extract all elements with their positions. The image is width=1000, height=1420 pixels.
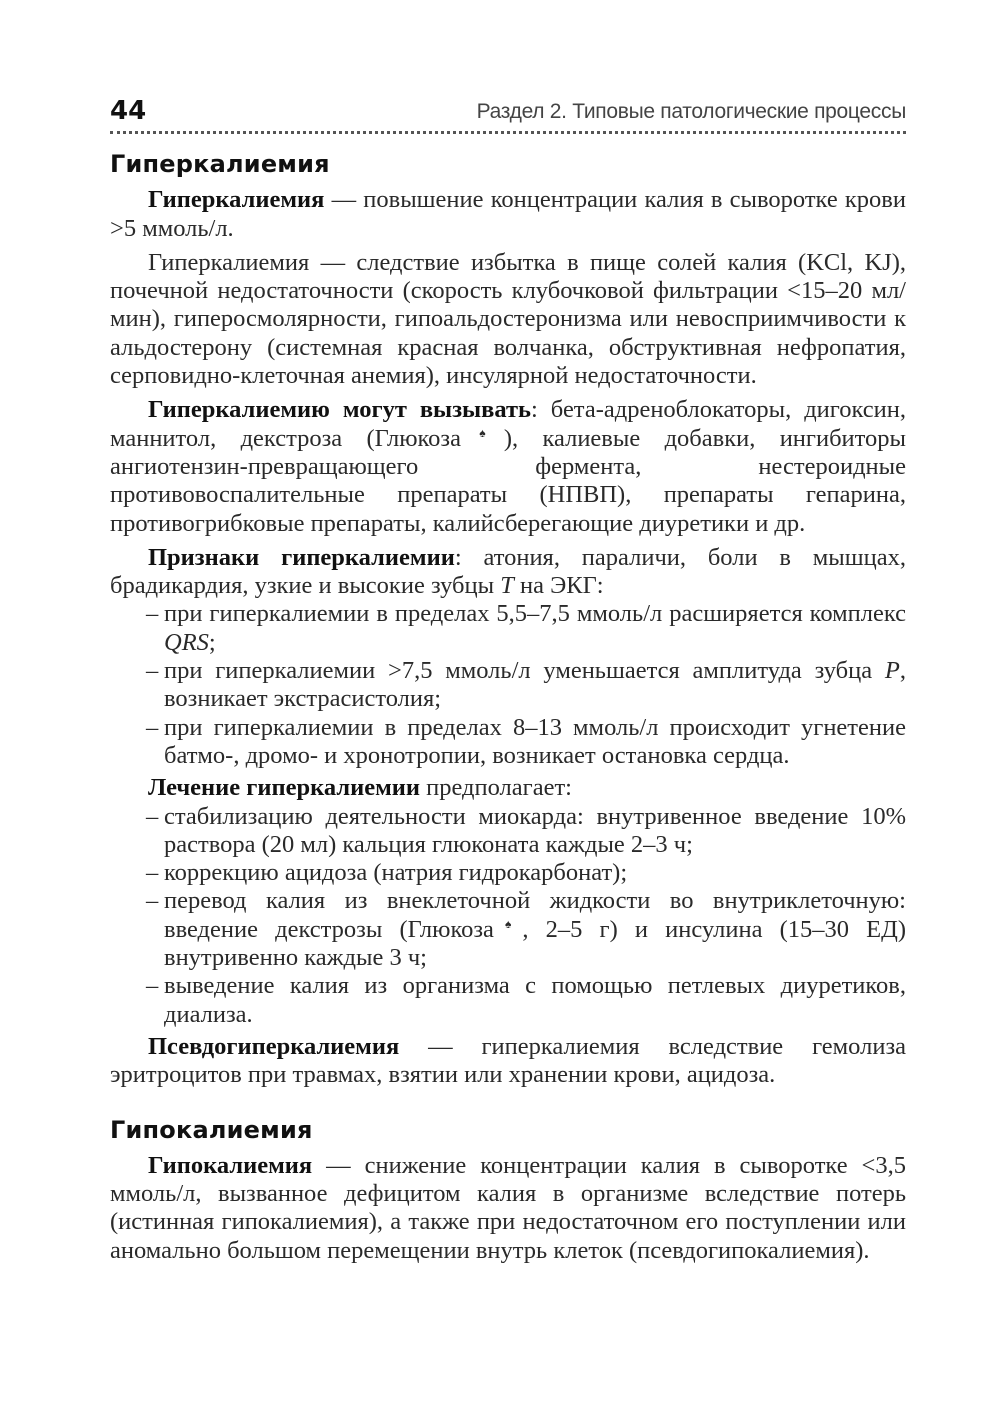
header-dotted-rule	[110, 131, 906, 134]
term: Гиперкалиемия	[148, 186, 325, 214]
registered-mark-icon: ♠	[460, 425, 504, 440]
list-item: – при гиперкалиемии >7,5 ммоль/л уменьшается амплитуда зубца P, возникает экстрасистолия;	[110, 657, 906, 714]
running-head: Раздел 2. Типовые патологические процессы	[476, 100, 906, 123]
term: Признаки гиперкалиемии	[148, 543, 455, 571]
term: Гипокалиемия	[148, 1151, 313, 1179]
page-header	[110, 96, 906, 136]
page-number: 44	[110, 96, 147, 126]
term: Псевдогиперкалиемия	[148, 1032, 400, 1060]
list-item: – перевод калия из внеклеточной жидкости во внутриклеточную: введение декстрозы (Глюкоза♠, 2–5 г) и инсулина (15–30 ЕД) внутривенно каждые 3 ч;	[110, 887, 906, 972]
signs-list	[110, 600, 906, 770]
treatment-intro: Лечение гиперкалиемии предполагает:	[148, 774, 572, 802]
registered-mark-icon: ♠	[493, 916, 523, 931]
section-title-hypokalemia: Гипокалиемия	[110, 1115, 313, 1144]
treatment-list	[110, 803, 906, 1029]
list-item: – при гиперкалиемии в пределах 5,5–7,5 ммоль/л расширяется комплекс QRS;	[110, 600, 906, 657]
term: Гиперкалиемию могут вызывать	[148, 396, 532, 424]
hyperkalemia-causes: Гиперкалиемия — следствие избытка в пище солей калия (KCl, KJ), почечной недостаточности (скорость клубочковой фильтрации <15–20 мл/мин), гиперосмолярности, гипоальдостеронизма или невосприимчивости к альдостерону (системная красная волчанка, обструктивная нефропатия, серповидно-клеточная анемия), инсулярной недостаточности.	[110, 248, 906, 390]
page-content	[110, 150, 906, 1271]
list-item: – при гиперкалиемии в пределах 8–13 ммоль/л происходит угнетение батмо-, дромо- и хронотропии, возникает остановка сердца.	[110, 714, 906, 771]
list-item: – выведение калия из организма с помощью петлевых диуретиков, диализа.	[110, 972, 906, 1029]
section-title-hyperkalemia: Гиперкалиемия	[110, 150, 330, 178]
hyperkalemia-signs: Признаки гиперкалиемии: атония, параличи, боли в мышцах, брадикардия, узкие и высокие зубцы T на ЭКГ:	[110, 543, 906, 600]
pseudohyperkalemia-definition: Псевдогиперкалиемия — гиперкалиемия вследствие гемолиза эритроцитов при травмах, взятии или хранении крови, ацидоза.	[110, 1032, 906, 1089]
hypokalemia-definition: Гипокалиемия — снижение концентрации калия в сыворотке <3,5 ммоль/л, вызванное дефицитом калия в организме вследствие потерь (истинная гипокалиемия), а также при недостаточном его поступлении или аномально большом перемещении внутрь клеток (псевдогипокалиемия).	[110, 1151, 906, 1264]
list-item: – коррекцию ацидоза (натрия гидрокарбонат);	[110, 859, 906, 887]
hyperkalemia-drugs: Гиперкалиемию могут вызывать: бета-адреноблокаторы, дигоксин, маннитол, декстроза (Глюкоза♠), калиевые добавки, ингибиторы ангиотензин-превращающего фермента, нестероидные противовоспалительные препараты (НПВП), препараты гепарина, противогрибковые препараты, калийсберегающие диуретики и др.	[110, 396, 907, 537]
list-item: – стабилизацию деятельности миокарда: внутривенное введение 10% раствора (20 мл) кальция глюконата каждые 2–3 ч;	[110, 803, 906, 860]
term: Лечение гиперкалиемии	[148, 774, 421, 802]
hyperkalemia-definition: Гиперкалиемия — повышение концентрации калия в сыворотке крови >5 ммоль/л.	[110, 186, 906, 242]
